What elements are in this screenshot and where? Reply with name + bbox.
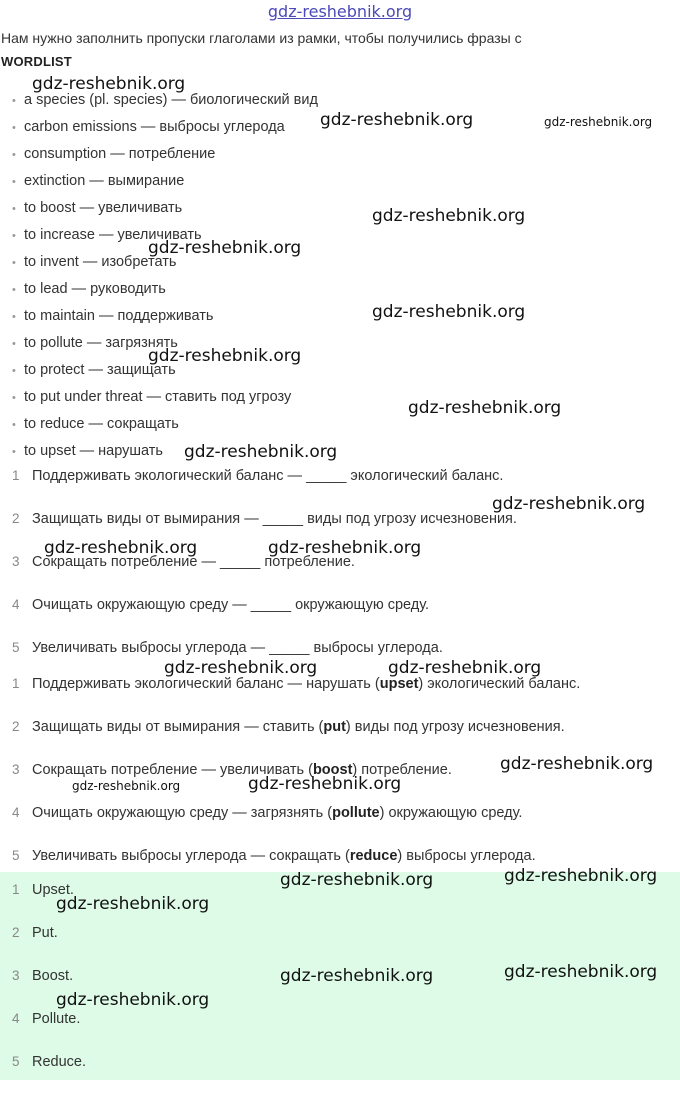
- answer-item-text: [32, 848, 536, 864]
- bullet-icon: •: [12, 203, 16, 215]
- item-number: 4: [12, 1011, 20, 1026]
- wordlist-item-text: to upset — нарушать: [24, 443, 163, 459]
- answer-item-text: [32, 805, 522, 821]
- answer-before: Сокращать потребление — увеличивать (: [32, 762, 313, 778]
- bullet-icon: •: [12, 419, 16, 431]
- watermark: gdz-reshebnik.org: [148, 238, 302, 258]
- item-number: 3: [12, 554, 20, 569]
- answer-after: ) виды под угрозу исчезновения.: [345, 719, 565, 735]
- wordlist-item-text: carbon emissions — выбросы углерода: [24, 119, 285, 135]
- short-answer-text: Pollute.: [32, 1011, 81, 1027]
- watermark: gdz-reshebnik.org: [280, 966, 434, 986]
- bullet-icon: •: [12, 311, 16, 323]
- item-number: 2: [12, 511, 20, 526]
- answer-item: [0, 805, 680, 848]
- answer-verb: boost: [312, 762, 353, 778]
- bullet-icon: •: [12, 122, 16, 134]
- answer-after: ) выбросы углерода.: [397, 848, 536, 864]
- wordlist-item-text: a species (pl. species) — биологический вид: [24, 92, 318, 108]
- watermark: gdz-reshebnik.org: [72, 779, 181, 793]
- answer-before: Защищать виды от вымирания — ставить (: [32, 719, 324, 735]
- wordlist-item: [12, 196, 318, 223]
- wordlist-item-text: to boost — увеличивать: [24, 200, 183, 216]
- item-number: 2: [12, 925, 20, 940]
- wordlist-item: [12, 115, 318, 142]
- watermark: gdz-reshebnik.org: [320, 110, 474, 130]
- bullet-icon: •: [12, 446, 16, 458]
- task-item-text: Защищать виды от вымирания — _____ виды под угрозу исчезновения.: [32, 511, 517, 527]
- answer-verb: upset: [379, 676, 419, 692]
- task-item-text: Поддерживать экологический баланс — _____ экологический баланс.: [32, 468, 504, 484]
- short-answer-text: Boost.: [32, 968, 74, 984]
- item-number: 5: [12, 848, 20, 863]
- task-item-text: Сокращать потребление — _____ потребление.: [32, 554, 355, 570]
- item-number: 3: [12, 762, 20, 777]
- bullet-icon: •: [12, 338, 16, 350]
- short-answer-text: Upset.: [32, 882, 74, 898]
- answer-item-text: [32, 676, 580, 692]
- wordlist-item-text: consumption — потребление: [24, 146, 216, 162]
- watermark: gdz-reshebnik.org: [408, 398, 562, 418]
- task-item: [0, 597, 680, 640]
- answer-verb: reduce: [349, 848, 398, 864]
- wordlist: [12, 88, 318, 466]
- wordlist-item: [12, 142, 318, 169]
- watermark: gdz-reshebnik.org: [504, 962, 658, 982]
- watermark: gdz-reshebnik.org: [248, 774, 402, 794]
- bullet-icon: •: [12, 365, 16, 377]
- item-number: 4: [12, 597, 20, 612]
- wordlist-item-text: to put under threat — ставить под угрозу: [24, 389, 292, 405]
- short-answer-text: Reduce.: [32, 1054, 87, 1070]
- item-number: 3: [12, 968, 20, 983]
- watermark: gdz-reshebnik.org: [544, 115, 653, 129]
- wordlist-item-text: to protect — защищать: [24, 362, 176, 378]
- watermark: gdz-reshebnik.org: [268, 538, 422, 558]
- watermark: gdz-reshebnik.org: [280, 870, 434, 890]
- wordlist-item: [12, 412, 318, 439]
- answer-before: Увеличивать выбросы углерода — сокращать (: [32, 848, 350, 864]
- answer-item-text: [32, 719, 565, 735]
- watermark: gdz-reshebnik.org: [372, 302, 526, 322]
- watermark: gdz-reshebnik.org: [504, 866, 658, 886]
- short-answer-item: [0, 1054, 680, 1097]
- wordlist-heading: WORDLIST: [1, 54, 72, 69]
- watermark: gdz-reshebnik.org: [372, 206, 526, 226]
- wordlist-item-text: to maintain — поддерживать: [24, 308, 214, 324]
- answer-after: ) потребление.: [352, 762, 452, 778]
- answer-verb: put: [323, 719, 346, 735]
- bullet-icon: •: [12, 230, 16, 242]
- bullet-icon: •: [12, 149, 16, 161]
- task-item-text: Очищать окружающую среду — _____ окружающую среду.: [32, 597, 430, 613]
- wordlist-item-text: to increase — увеличивать: [24, 227, 202, 243]
- short-answer-item: [0, 1011, 680, 1054]
- answer-after: ) экологический баланс.: [418, 676, 581, 692]
- bullet-icon: •: [12, 392, 16, 404]
- answer-item: [0, 676, 680, 719]
- wordlist-item-text: to invent — изобретать: [24, 254, 177, 270]
- item-number: 1: [12, 676, 20, 691]
- answer-after: ) окружающую среду.: [379, 805, 523, 821]
- bullet-icon: •: [12, 176, 16, 188]
- answer-verb: pollute: [332, 805, 380, 821]
- item-number: 2: [12, 719, 20, 734]
- watermark: gdz-reshebnik.org: [388, 658, 542, 678]
- watermark: gdz-reshebnik.org: [44, 538, 198, 558]
- wordlist-item-text: to lead — руководить: [24, 281, 166, 297]
- watermark: gdz-reshebnik.org: [164, 658, 318, 678]
- watermark: gdz-reshebnik.org: [184, 442, 338, 462]
- bullet-icon: •: [12, 95, 16, 107]
- wordlist-item: [12, 169, 318, 196]
- watermark: gdz-reshebnik.org: [56, 894, 210, 914]
- answer-before: Поддерживать экологический баланс — нарушать (: [32, 676, 380, 692]
- wordlist-item: [12, 385, 318, 412]
- answer-before: Очищать окружающую среду — загрязнять (: [32, 805, 333, 821]
- bullet-icon: •: [12, 284, 16, 296]
- bullet-icon: •: [12, 257, 16, 269]
- item-number: 4: [12, 805, 20, 820]
- wordlist-item-text: to pollute — загрязнять: [24, 335, 178, 351]
- item-number: 5: [12, 640, 20, 655]
- wordlist-item-text: extinction — вымирание: [24, 173, 185, 189]
- short-answer-text: Put.: [32, 925, 58, 941]
- watermark: gdz-reshebnik.org: [148, 346, 302, 366]
- watermark: gdz-reshebnik.org: [492, 494, 646, 514]
- task-item: [0, 554, 680, 597]
- item-number: 1: [12, 882, 20, 897]
- wordlist-item: [12, 277, 318, 304]
- watermark: gdz-reshebnik.org: [32, 74, 186, 94]
- item-number: 5: [12, 1054, 20, 1069]
- site-title-link[interactable]: gdz-reshebnik.org: [267, 2, 413, 21]
- intro-text: Нам нужно заполнить пропуски глаголами из рамки, чтобы получились фразы с: [1, 30, 522, 46]
- watermark: gdz-reshebnik.org: [56, 990, 210, 1010]
- wordlist-item-text: to reduce — сокращать: [24, 416, 179, 432]
- watermark: gdz-reshebnik.org: [500, 754, 654, 774]
- wordlist-item: [12, 304, 318, 331]
- item-number: 1: [12, 468, 20, 483]
- task-item-text: Увеличивать выбросы углерода — _____ выбросы углерода.: [32, 640, 443, 656]
